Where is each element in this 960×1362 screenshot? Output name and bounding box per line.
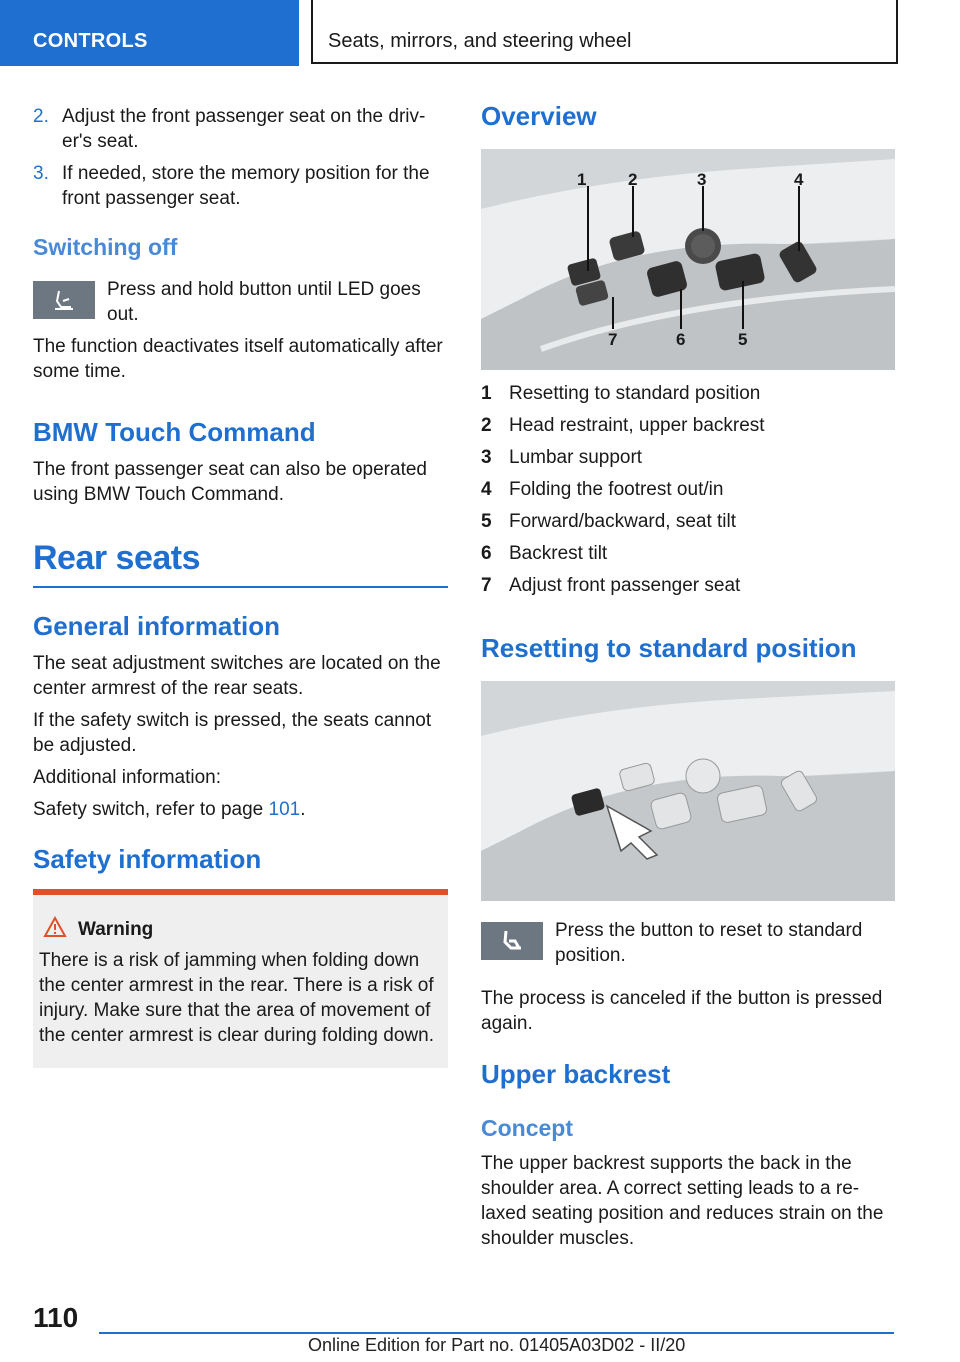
general-info-heading: General information xyxy=(33,611,281,641)
rear-seats-rule xyxy=(33,586,448,588)
upper-backrest-heading: Upper backrest xyxy=(481,1059,671,1089)
page-link[interactable]: 101 xyxy=(268,799,301,820)
switching-off-heading: Switching off xyxy=(33,234,178,260)
warning-box xyxy=(33,889,448,1068)
callout-5: 5 xyxy=(738,330,748,349)
concept-para: The upper backrest supports the back in the shoulder area. A correct setting leads to a re- laxed seating position and reduces strain on the shoulder muscles. xyxy=(481,1153,884,1249)
general-info-para2: If the safety switch is pressed, the seats cannot be adjusted. xyxy=(33,710,432,756)
safety-info-heading: Safety information xyxy=(33,844,262,874)
step-2-line2: er's seat. xyxy=(62,131,139,152)
concept-heading: Concept xyxy=(481,1115,573,1141)
page-number: 110 xyxy=(33,1302,79,1333)
step-3-line1: If needed, store the memory position for the xyxy=(62,163,430,184)
switching-off-para: The function deactivates itself automatically after some time. xyxy=(33,336,443,382)
warning-title: Warning xyxy=(78,919,154,940)
seat-controls-overview-image xyxy=(481,149,895,370)
callout-4: 4 xyxy=(794,170,804,189)
resetting-heading: Resetting to standard position xyxy=(481,633,857,663)
seat-memory-button-icon xyxy=(33,281,95,319)
reset-button-image xyxy=(481,681,895,901)
general-info-para1: The seat adjustment switches are located on the center armrest of the rear seats. xyxy=(33,653,441,699)
safety-switch-reference: Safety switch, refer to page 101. xyxy=(33,799,306,820)
chapter-header xyxy=(311,0,898,64)
step-3-line2: front passenger seat. xyxy=(62,188,241,209)
reset-para: The process is canceled if the button is pressed again. xyxy=(481,988,883,1034)
touch-command-para: The front passenger seat can also be operated using BMW Touch Command. xyxy=(33,459,427,505)
rear-seats-heading: Rear seats xyxy=(33,539,201,577)
overview-heading: Overview xyxy=(481,101,597,131)
section-tab xyxy=(0,0,299,66)
warning-text: There is a risk of jamming when folding down the center armrest in the rear. There is a risk of injury. Make sure that the area of movement of the center armrest is clear during folding down. xyxy=(39,950,434,1046)
footer-rule xyxy=(99,1332,894,1334)
callout-6: 6 xyxy=(676,330,686,349)
callout-1: 1 xyxy=(577,170,587,189)
step-2-line1: Adjust the front passenger seat on the driv- xyxy=(62,106,426,127)
reset-button-text: Press the button to reset to standard position. xyxy=(555,920,863,966)
warning-triangle-icon xyxy=(43,916,67,938)
general-info-para3: Additional information: xyxy=(33,767,221,788)
chapter-title: Seats, mirrors, and steering wheel xyxy=(328,30,632,52)
section-label: CONTROLS xyxy=(33,30,148,52)
touch-command-heading: BMW Touch Command xyxy=(33,417,316,447)
footer-edition: Online Edition for Part no. 01405A03D02 - II/20 xyxy=(308,1335,686,1355)
reset-button-icon xyxy=(481,922,543,960)
callout-7: 7 xyxy=(608,330,618,349)
switching-off-button-text: Press and hold button until LED goes out. xyxy=(107,279,421,325)
callout-2: 2 xyxy=(628,170,638,189)
callout-3: 3 xyxy=(697,170,707,189)
